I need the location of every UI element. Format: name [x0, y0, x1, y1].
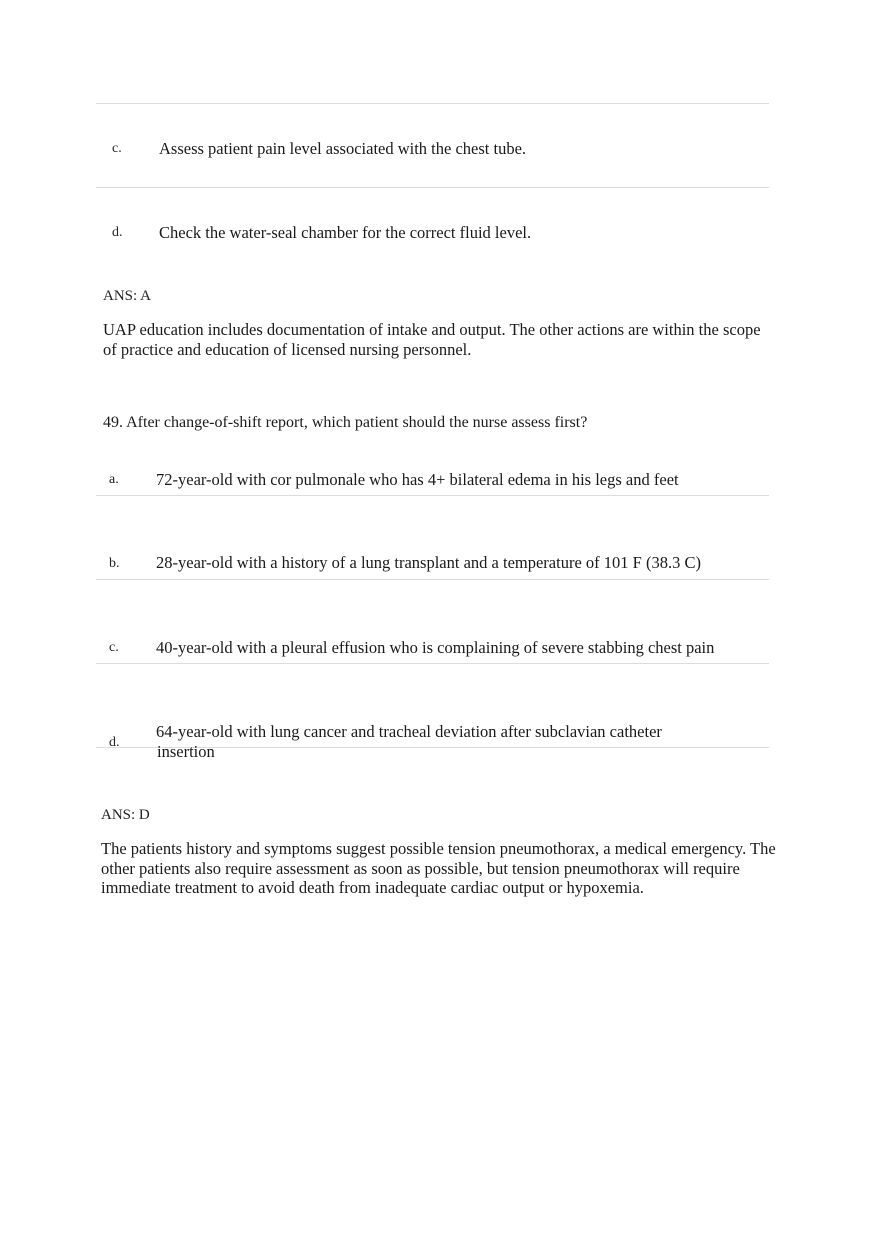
answer-label: ANS: A	[103, 288, 151, 304]
option-letter-b: b.	[109, 556, 120, 571]
option-letter-c: c.	[109, 640, 119, 655]
answer-label: ANS: D	[101, 807, 150, 823]
option-text-d-line1: 64-year-old with lung cancer and tracheal deviation after subclavian catheter	[156, 722, 662, 741]
option-text-d: Check the water-seal chamber for the correct fluid level.	[159, 223, 532, 242]
question-text: 49. After change-of-shift report, which patient should the nurse assess first?	[103, 414, 588, 431]
option-letter-a: a.	[109, 472, 119, 487]
option-text-b: 28-year-old with a history of a lung transplant and a temperature of 101 F (38.3 C)	[156, 553, 701, 572]
divider	[96, 579, 769, 580]
option-text-d-line2: insertion	[157, 742, 215, 761]
option-text-c: 40-year-old with a pleural effusion who is complaining of severe stabbing chest pain	[156, 638, 715, 657]
divider	[96, 103, 769, 104]
option-letter-d: d.	[109, 735, 120, 750]
option-text-c: Assess patient pain level associated with the chest tube.	[159, 139, 527, 158]
rationale-text: The patients history and symptoms suggest possible tension pneumothorax, a medical emergency. The other patients also require assessment as soon as possible, but tension pneumothorax will require immediate treatment to avoid death from inadequate cardiac output or hypoxemia.	[101, 839, 776, 897]
divider	[96, 187, 769, 188]
divider	[96, 663, 769, 664]
rationale-text: UAP education includes documentation of intake and output. The other actions are within the scope of practice and education of licensed nursing personnel.	[103, 320, 761, 359]
divider	[96, 495, 769, 496]
option-text-a: 72-year-old with cor pulmonale who has 4+ bilateral edema in his legs and feet	[156, 470, 679, 489]
option-letter-d: d.	[112, 225, 123, 240]
option-letter-c: c.	[112, 141, 122, 156]
